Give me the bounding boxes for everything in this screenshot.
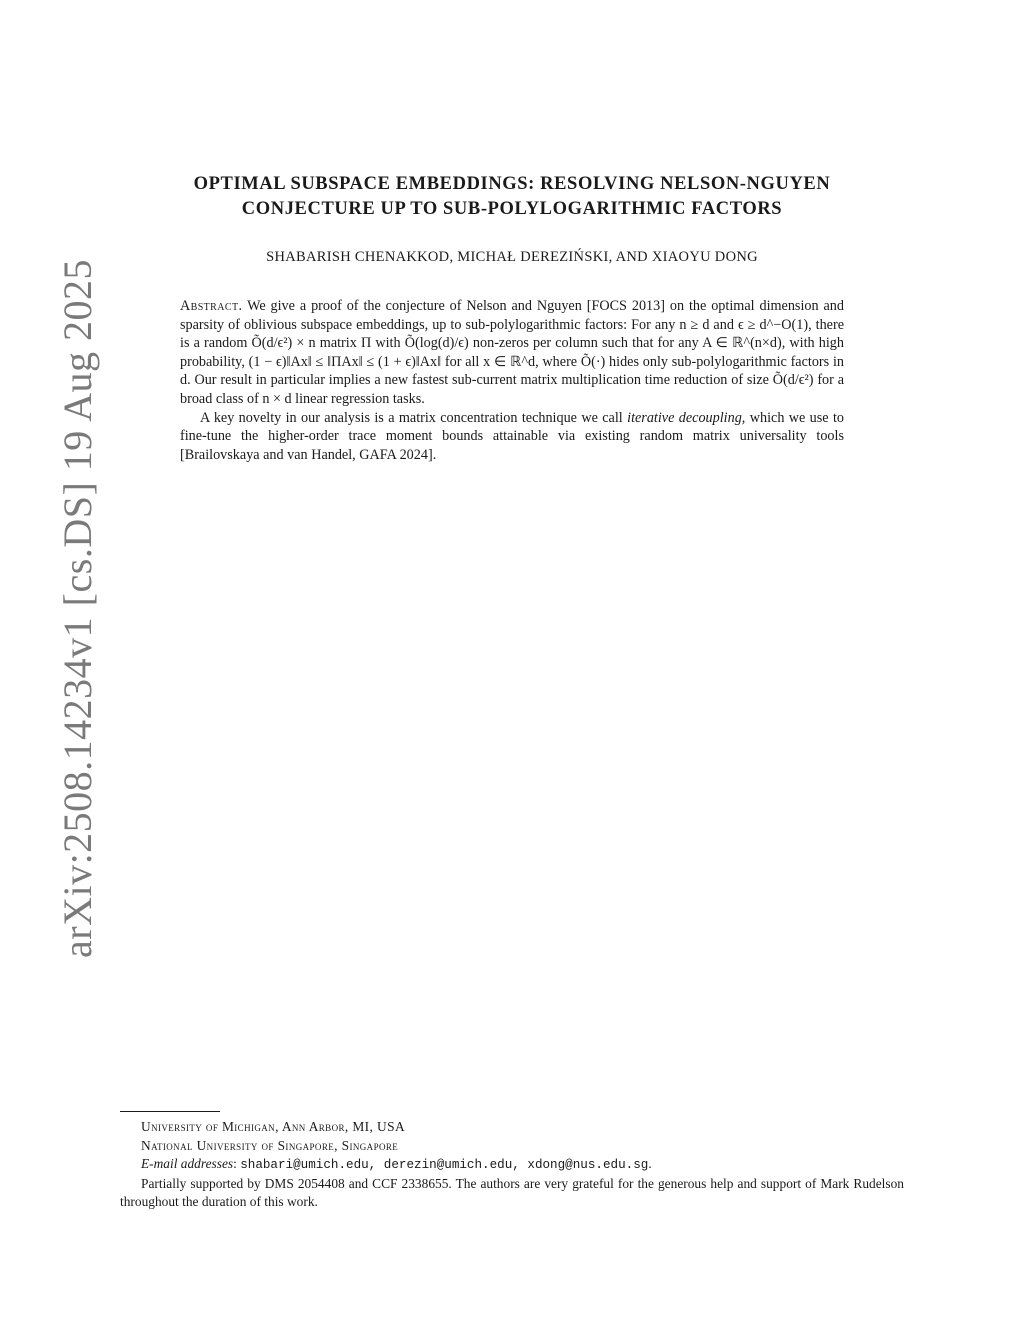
abstract-emphasis: iterative decoupling, [627,409,746,426]
abstract-text-2b: which we use to fine-tune the higher-order trace moment bounds attainable via existing random matrix universality tools [Brailovskaya and van Handel, GAFA 2024]. [180,409,844,463]
email-addresses: shabari@umich.edu, derezin@umich.edu, xdong@nus.edu.sg [240,1158,649,1173]
paper-title-line-2: CONJECTURE UP TO SUB-POLYLOGARITHMIC FACTORS [241,199,783,219]
footnotes [120,1118,904,1212]
affiliation-1: University of Michigan, Ann Arbor, MI, USA [141,1119,406,1134]
paper-title-line-1: OPTIMAL SUBSPACE EMBEDDINGS: RESOLVING NELSON-NGUYEN [193,174,831,194]
email-label: E-mail addresses [141,1156,234,1172]
funding-note: Partially supported by DMS 2054408 and CCF 2338655. The authors are very grateful for the generous help and support of Mark Rudelson throughout the duration of this work. [120,1175,904,1210]
abstract-text-2a: A key novelty in our analysis is a matrix concentration technique we call [200,409,623,426]
abstract-paragraph-2 [180,409,844,465]
arxiv-identifier-margin [6,0,100,1325]
paper-title [120,172,904,222]
abstract-paragraph-1 [180,297,844,409]
paper-authors: SHABARISH CHENAKKOD, MICHAŁ DEREZIŃSKI, AND XIAOYU DONG [266,249,758,265]
affiliation-2: National University of Singapore, Singapore [141,1137,399,1153]
abstract-label: Abstract. [180,298,243,314]
footnote-rule [120,1111,220,1112]
abstract-text-1: We give a proof of the conjecture of Nelson and Nguyen [FOCS 2013] on the optimal dimension and sparsity of oblivious subspace embeddings, up to sub-polylogarithmic factors: For any n ≥ d and ϵ ≥ d^−O(1), there is a random Õ(d/ϵ²) × n matrix Π with Õ(log(d)/ϵ) non-zeros per column such that for any A ∈ ℝ^(n×d), with high probability, (1 − ϵ)‖Ax‖ ≤ ‖ΠAx‖ ≤ (1 + ϵ)‖Ax‖ for all x ∈ ℝ^d, where Õ(·) hides only sub-polylogarithmic factors in d. Our result in particular implies a new fastest sub-current matrix multiplication time reduction of size Õ(d/ϵ²) for a broad class of n × d linear regression tasks. [180,298,844,407]
arxiv-identifier: arXiv:2508.14234v1 [cs.DS] 19 Aug 2025 [55,259,100,958]
email-line: E-mail addresses: shabari@umich.edu, derezin@umich.edu, xdong@nus.edu.sg. [141,1156,652,1173]
abstract [180,297,844,464]
